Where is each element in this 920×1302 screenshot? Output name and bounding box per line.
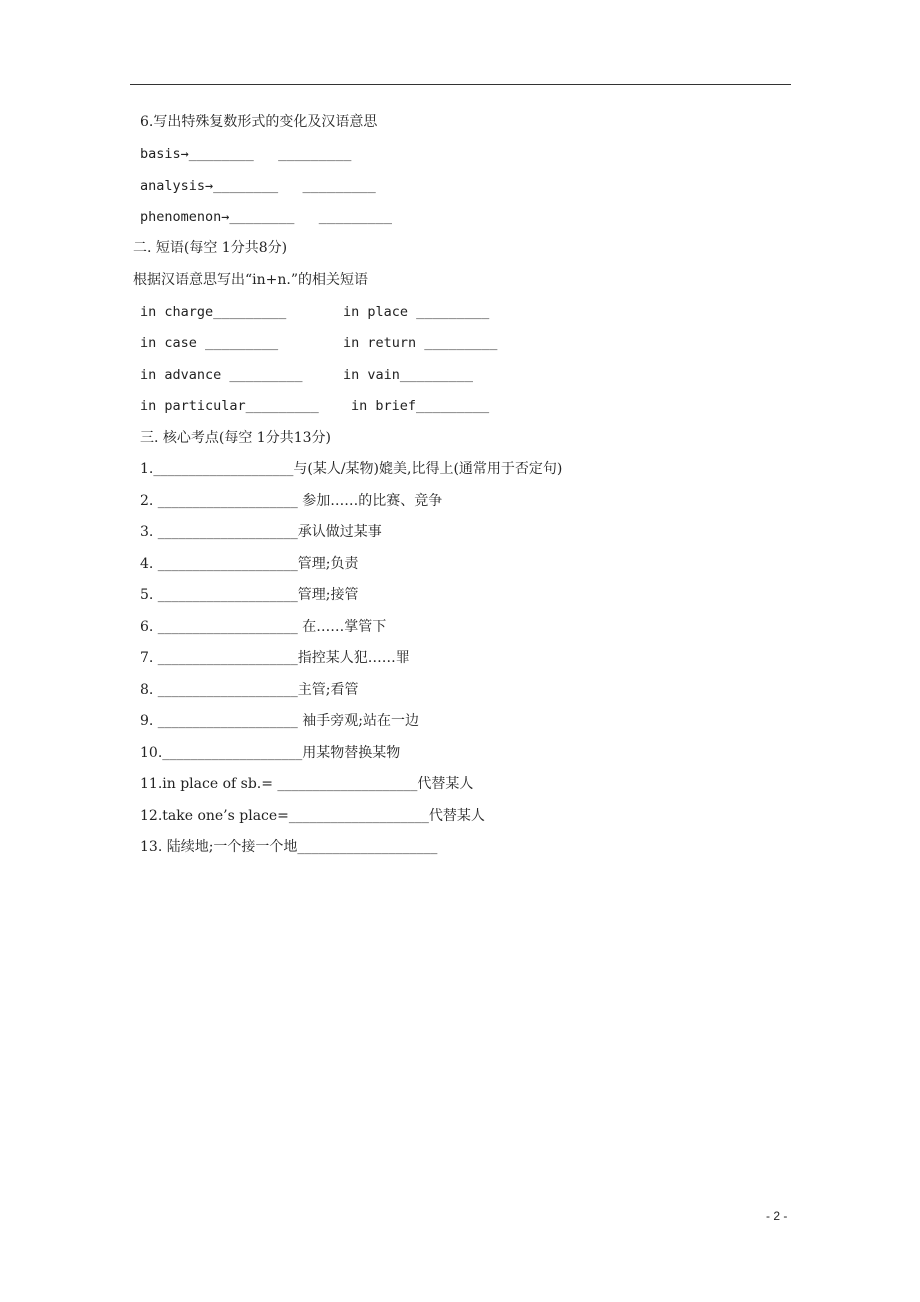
- phrase-left: in particular_________: [140, 398, 319, 414]
- phrase-right: in place _________: [343, 304, 490, 320]
- sec3-item: 9. ____________________ 袖手旁观;站在一边: [140, 713, 419, 729]
- phrase-right: in vain_________: [343, 367, 474, 383]
- sec3-item: 5. ____________________管理;接管: [140, 587, 359, 603]
- sec3-item: 6. ____________________ 在……掌管下: [140, 618, 387, 635]
- page-number: - 2 -: [766, 1209, 788, 1223]
- sec3-item: 10.____________________用某物替换某物: [140, 744, 401, 761]
- sec3-item: 11.in place of sb.= ____________________代替某人: [140, 776, 474, 792]
- phrase-left: in case _________: [140, 335, 279, 351]
- sec3-item: 12.take one’s place=____________________代替某人: [140, 807, 485, 824]
- sec3-item: 3. ____________________承认做过某事: [140, 524, 382, 540]
- sec1-item: phenomenon→________ _________: [140, 209, 392, 225]
- sec1-item: analysis→________ _________: [140, 178, 376, 194]
- sec3-item: 13. 陆续地;一个接一个地____________________: [140, 839, 438, 855]
- sec1-title: 6.写出特殊复数形式的变化及汉语意思: [140, 114, 378, 130]
- phrase-left: in advance _________: [140, 367, 303, 383]
- sec3-item: 2. ____________________ 参加……的比赛、竞争: [140, 492, 443, 509]
- phrase-right: in brief_________: [351, 398, 490, 414]
- sec3-item: 1.____________________与(某人/某物)媲美,比得上(通常用于否定句): [140, 461, 563, 477]
- sec3-item: 4. ____________________管理;负责: [140, 555, 359, 572]
- header-rule: [130, 84, 791, 85]
- sec3-item: 7. ____________________指控某人犯……罪: [140, 650, 410, 666]
- sec3-item: 8. ____________________主管;看管: [140, 681, 359, 698]
- phrase-right: in return _________: [343, 335, 498, 351]
- phrase-left: in charge_________: [140, 304, 287, 320]
- sec1-item: basis→________ _________: [140, 146, 352, 162]
- sec2-instruction: 根据汉语意思写出“in+n.”的相关短语: [133, 272, 369, 288]
- sec2-title: 二. 短语(每空 1分共8分): [133, 240, 288, 256]
- sec3-title: 三. 核心考点(每空 1分共13分): [140, 430, 331, 446]
